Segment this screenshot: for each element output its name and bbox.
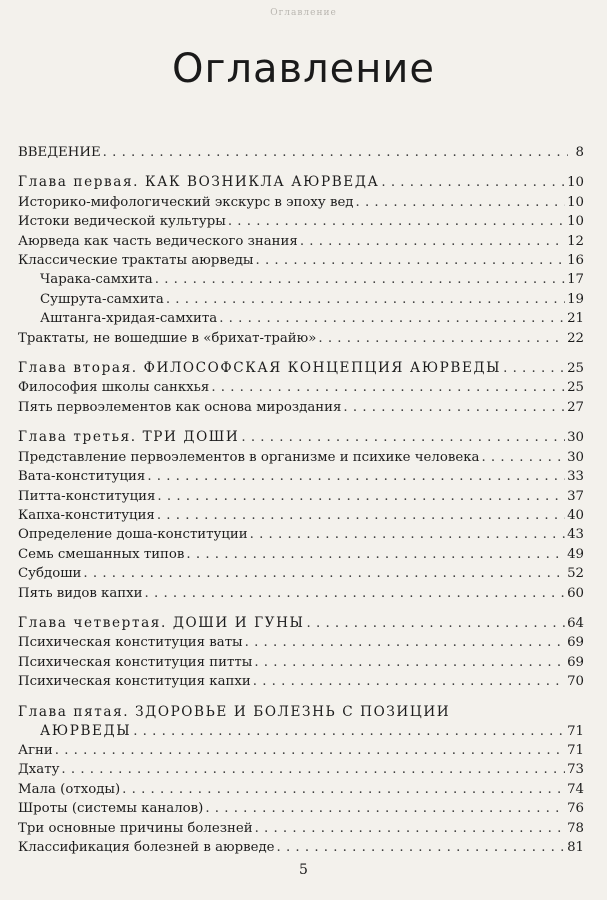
toc-entry [18,799,584,818]
toc-entry-page: 49 [567,546,584,562]
toc-entry [18,329,584,348]
toc-entry-page: 81 [567,840,584,855]
toc-entry-page: 12 [567,233,584,249]
dot-leader [155,270,565,289]
toc-entry-page: 27 [567,399,584,415]
toc-entry [18,398,584,417]
toc-entry [18,741,584,760]
toc-entry-label: Истоки ведической культуры [18,214,226,230]
toc-entry-label: Глава третья. ТРИ ДОШИ [18,429,240,446]
toc-entry [18,506,584,525]
dot-leader [157,487,565,506]
toc-entry-label: Субдоши [18,566,82,582]
toc-entry [18,653,584,672]
dot-leader [166,290,565,309]
toc-entry-page: 25 [567,361,584,377]
toc-entry-label: Вата-конституция [18,469,146,485]
toc-entry-label: Чарака-самхита [40,272,153,288]
dot-leader [481,448,565,467]
dot-leader [61,760,565,779]
dot-leader [356,193,566,212]
toc-entry [18,212,584,231]
toc-entry-page: 69 [567,654,584,670]
toc-entry-label: Дхату [18,762,60,778]
dot-leader [245,633,565,652]
toc-entry-label: Психическая конституция питты [18,654,253,670]
toc-entry-page: 10 [567,214,584,230]
dot-leader [503,359,565,378]
toc-entry-label: Глава вторая. ФИЛОСОФСКАЯ КОНЦЕПЦИЯ АЮРВЕДЫ [18,360,502,377]
toc-entry-label: Определение доша-конституции [18,527,248,543]
toc-entry-label: Глава первая. КАК ВОЗНИКЛА АЮРВЕДА [18,174,380,191]
toc-entry [18,525,584,544]
toc-entry-label: Семь смешанных типов [18,546,185,562]
toc-entry-label: Трактаты, не вошедшие в «брихат-трайю» [18,330,317,346]
toc-entry-label: Психическая конституция ваты [18,635,243,651]
chapter-heading [18,428,584,447]
toc-entry [18,193,584,212]
toc-entry-page: 21 [567,311,584,327]
dot-leader [157,506,565,525]
dot-leader [307,614,566,633]
toc-chapter [18,614,584,692]
dot-leader [250,525,565,544]
toc-entry-label: Глава четвертая. ДОШИ И ГУНЫ [18,614,305,631]
toc-entry-label: Сушрута-самхита [40,291,164,307]
dot-leader [318,329,565,348]
page-title: Оглавление [171,46,436,92]
toc-entry [18,232,584,251]
toc-entry-page: 33 [567,469,584,485]
toc-entry-page: 64 [567,615,584,631]
dot-leader [254,653,565,672]
dot-leader [83,564,565,583]
toc-entry [18,780,584,799]
chapter-heading [18,173,584,192]
chapter-heading [18,614,584,633]
toc-chapter [18,173,584,348]
toc-entry [18,290,584,309]
toc-entry-page: 10 [567,175,584,191]
toc-entry-page: 25 [567,380,584,396]
toc-entry-page: 70 [567,674,584,690]
chapter-heading [18,359,584,378]
toc-entry-label: Капха-конституция [18,507,155,523]
toc-entry-label: Агни [18,742,53,758]
toc-chapters [18,173,584,857]
chapter-heading: Глава пятая. ЗДОРОВЬЕ И БОЛЕЗНЬ С ПОЗИЦИИ [18,703,451,720]
dot-leader [145,584,566,603]
toc-entry-page: 10 [567,194,584,210]
toc-entry-page: 19 [567,291,584,307]
dot-leader [103,143,568,162]
dot-leader [219,309,565,328]
toc-entry-page: 78 [567,820,584,836]
toc-entry-page: 71 [567,723,584,739]
dot-leader [133,722,565,741]
toc-entry [18,838,584,857]
toc-entry-page: 17 [567,272,584,288]
toc-entry-page: 76 [567,801,584,817]
toc-entry-page: 30 [567,449,584,465]
toc-entry-label: Психическая конституция капхи [18,674,251,690]
toc-entry-page: 16 [567,253,584,269]
toc-entry-page: 30 [567,430,584,446]
dot-leader [211,378,565,397]
page-number: 5 [299,862,308,878]
toc-entry-label: Мала (отходы) [18,781,121,797]
toc-entry-intro [18,143,584,162]
toc-entry-label: АЮРВЕДЫ [40,722,132,739]
dot-leader [277,838,566,857]
toc-entry-page: 69 [567,635,584,651]
toc-entry-label: Аюрведа как часть ведического знания [18,233,298,249]
toc-entry [18,584,584,603]
toc-entry-label: Классификация болезней в аюрведе [18,840,275,855]
toc-entry-page: 60 [567,585,584,601]
toc-entry-page: 73 [567,762,584,778]
dot-leader [55,741,565,760]
toc-entry-page: 71 [567,742,584,758]
dot-leader [381,173,565,192]
toc-entry-page: 43 [567,527,584,543]
toc-entry-label: Пять первоэлементов как основа мироздания [18,399,342,415]
toc-entry-label: Философия школы санкхья [18,380,210,396]
toc-entry [18,378,584,397]
toc-entry-label: Пять видов капхи [18,585,143,601]
dot-leader [241,428,565,447]
toc-entry-page: 52 [567,566,584,582]
toc-entry-label: ВВЕДЕНИЕ [18,145,101,160]
toc-entry [18,672,584,691]
toc-entry [18,760,584,779]
toc-entry [18,819,584,838]
dot-leader [300,232,565,251]
toc-entry-page: 37 [567,488,584,504]
dot-leader [122,780,565,799]
dot-leader [147,467,565,486]
table-of-contents [18,143,584,857]
dot-leader [228,212,565,231]
running-head: Оглавление [270,8,337,18]
toc-entry-label: Аштанга-хридая-самхита [40,311,218,327]
toc-entry-label: Историко-мифологический экскурс в эпоху вед [18,194,354,210]
toc-intro [18,143,584,162]
toc-chapter [18,428,584,603]
chapter-heading-continuation [40,722,584,741]
toc-entry-label: Классические трактаты аюрведы [18,253,254,269]
toc-entry [18,633,584,652]
toc-entry [18,467,584,486]
toc-entry-label: Шроты (системы каналов) [18,801,204,817]
toc-chapter [18,703,584,858]
dot-leader [253,672,565,691]
toc-entry [18,309,584,328]
toc-entry-page: 74 [567,781,584,797]
dot-leader [256,251,566,270]
dot-leader [205,799,565,818]
toc-entry [18,564,584,583]
toc-entry [18,251,584,270]
dot-leader [343,398,565,417]
toc-entry-page: 22 [567,330,584,346]
toc-entry [18,545,584,564]
toc-entry [18,487,584,506]
toc-entry-label: Представление первоэлементов в организме и психике человека [18,449,480,465]
toc-entry-page: 8 [575,145,584,160]
toc-entry-label: Питта-конституция [18,488,156,504]
toc-chapter [18,359,584,417]
toc-entry [18,448,584,467]
toc-entry-label: Три основные причины болезней [18,820,253,836]
dot-leader [255,819,566,838]
dot-leader [186,545,565,564]
toc-entry [18,270,584,289]
toc-entry-page: 40 [567,507,584,523]
